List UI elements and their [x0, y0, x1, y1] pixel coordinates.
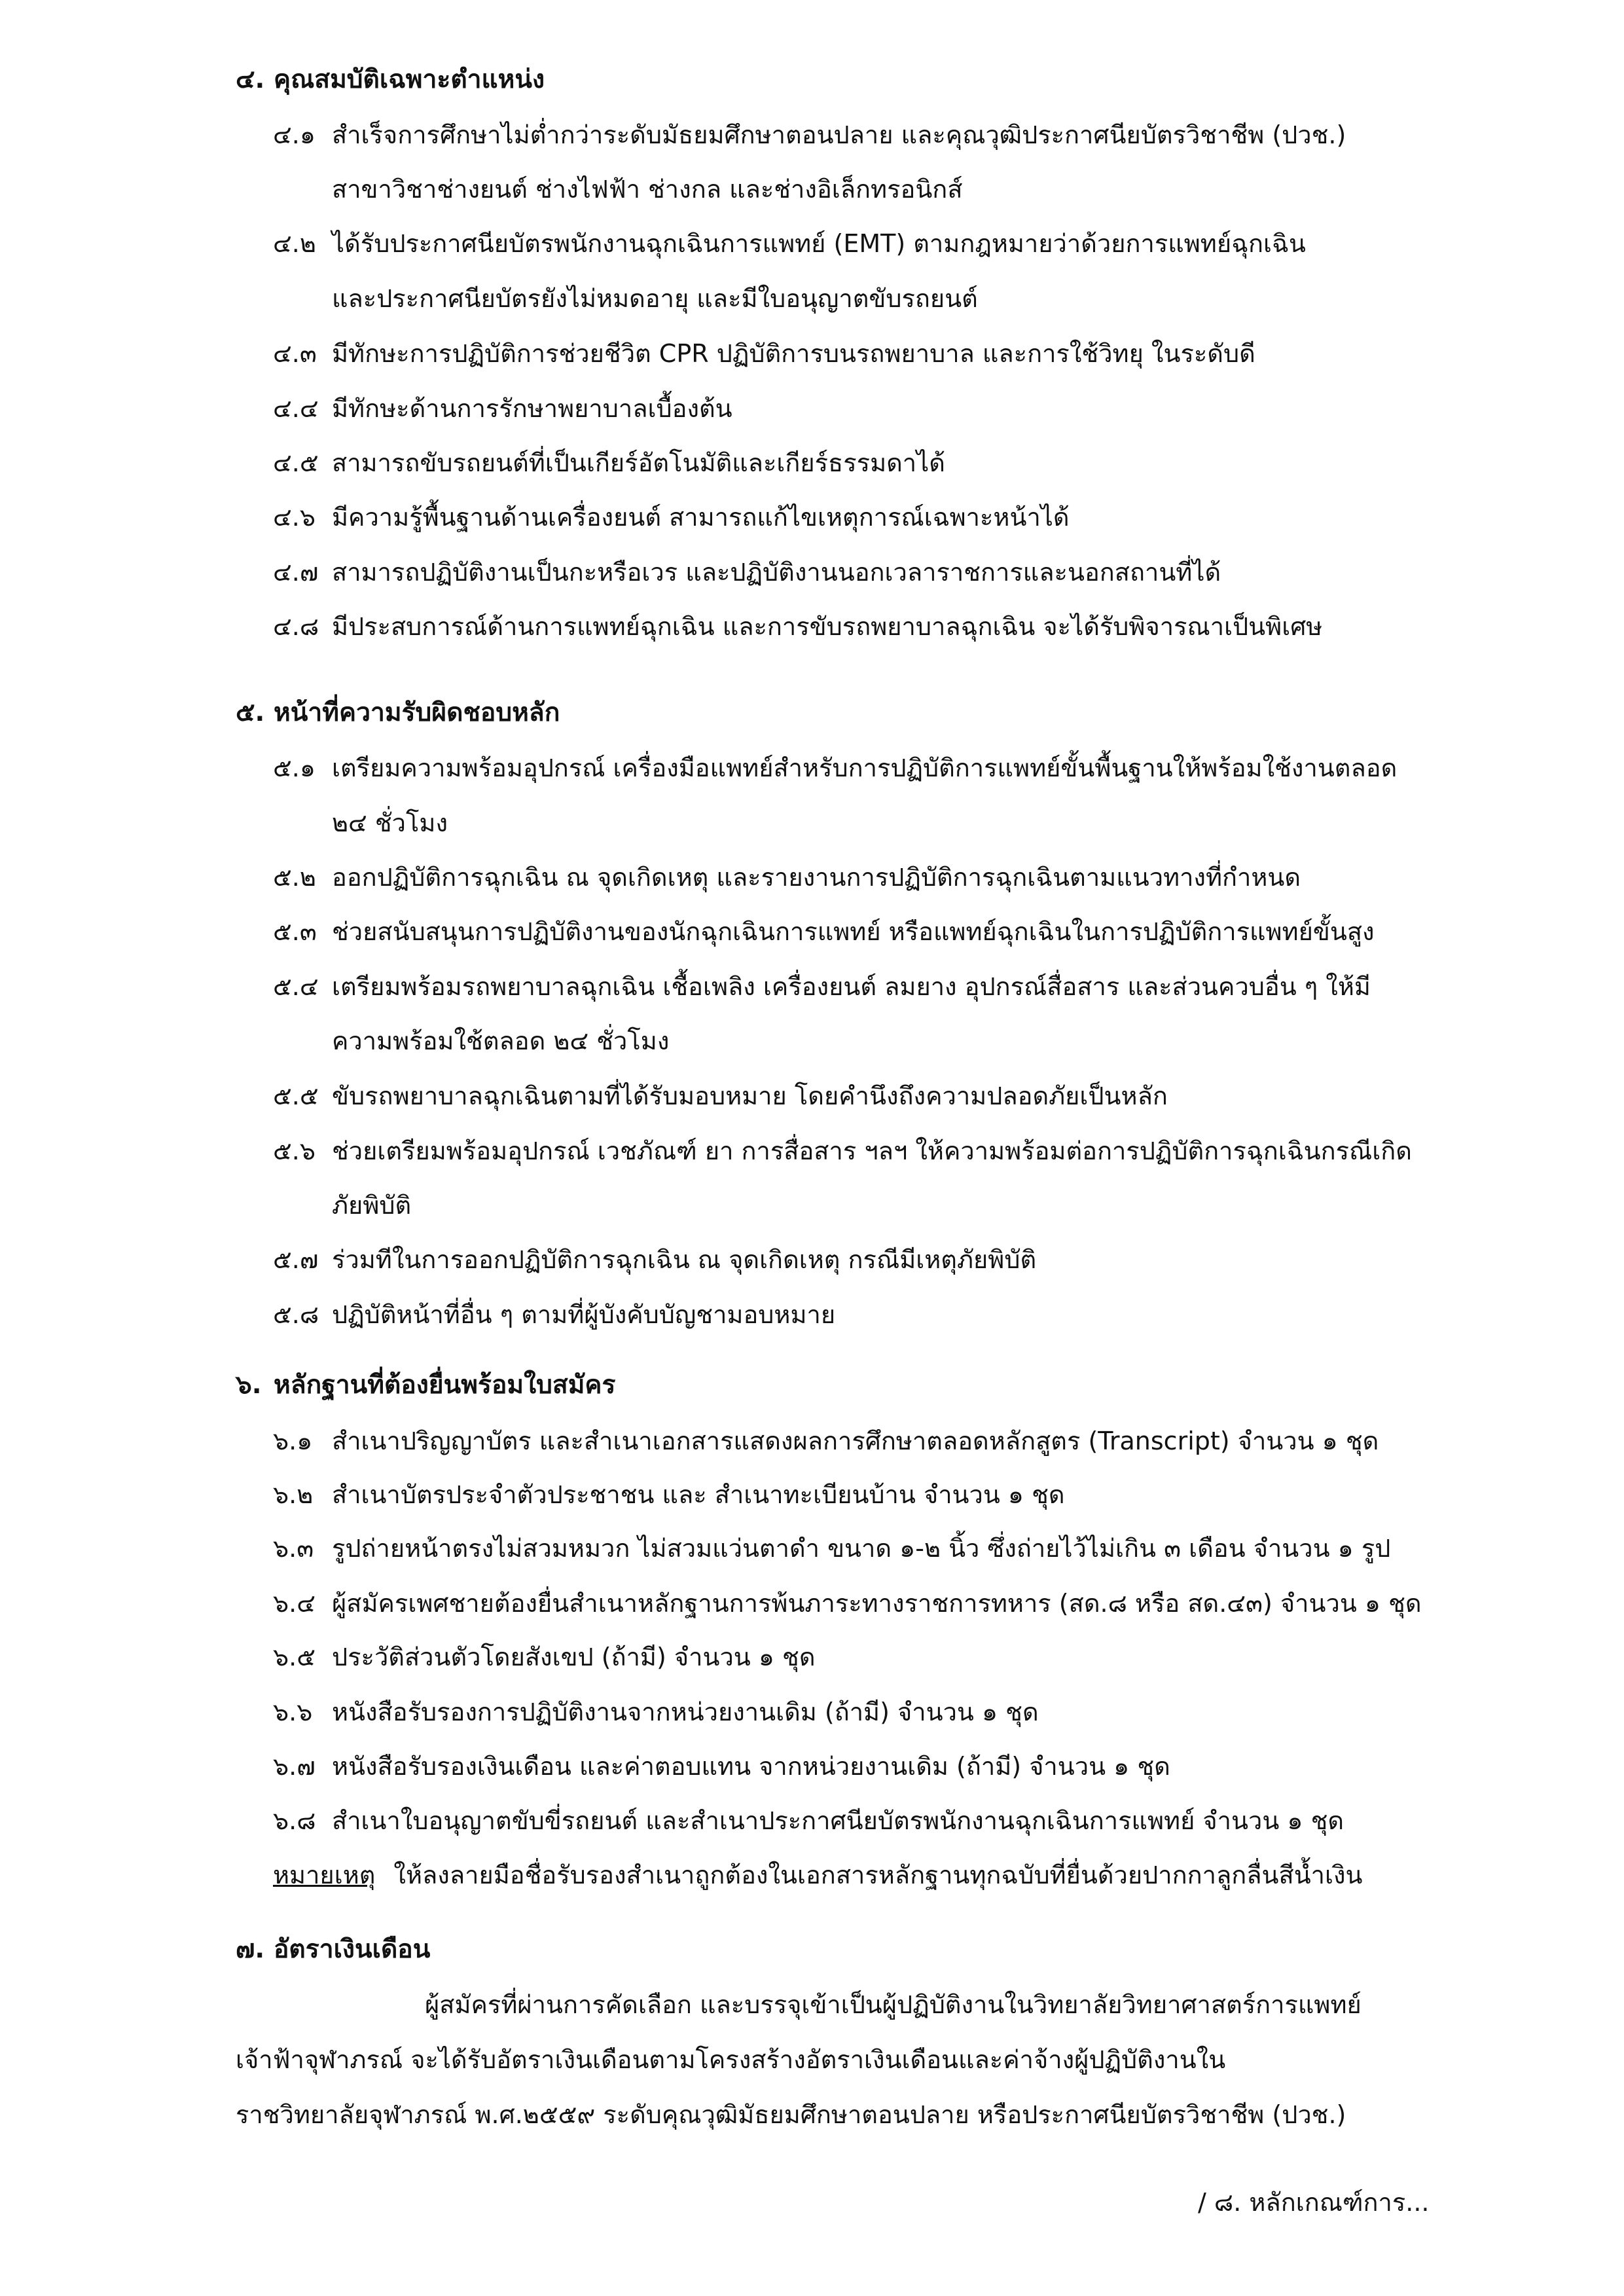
section-title: อัตราเงินเดือน: [274, 1935, 431, 1964]
list-item: ๕.๕ ขับรถพยาบาลฉุกเฉินตามที่ได้รับมอบหมาย โดยคำนึงถึงความปลอดภัยเป็นหลัก: [273, 1082, 1168, 1110]
list-item: ๕.๒ ออกปฏิบัติการฉุกเฉิน ณ จุดเกิดเหตุ และรายงานการปฏิบัติการฉุกเฉินตามแนวทางที่กำหนด: [273, 863, 1301, 892]
list-item: ๖.๓ รูปถ่ายหน้าตรงไม่สวมหมวก ไม่สวมแว่นตาดำ ขนาด ๑-๒ นิ้ว ซึ่งถ่ายไว้ไม่เกิน ๓ เดือน จำนวน ๑ รูป: [273, 1534, 1391, 1563]
list-item: ๔.๒ ได้รับประกาศนียบัตรพนักงานฉุกเฉินการแพทย์ (EMT) ตามกฎหมายว่าด้วยการแพทย์ฉุกเฉิน: [273, 229, 1306, 258]
list-item-continuation: ภัยพิบัติ: [332, 1191, 412, 1220]
note-text: ให้ลงลายมือชื่อรับรองสำเนาถูกต้องในเอกสารหลักฐานทุกฉบับที่ยื่นด้วยปากกาลูกลื่นสีน้ำเงิน: [393, 1861, 1363, 1889]
note-line: [273, 1858, 1363, 1892]
list-item: ๖.๑ สำเนาปริญญาบัตร และสำเนาเอกสารแสดงผลการศึกษาตลอดหลักสูตร (Transcript) จำนวน ๑ ชุด: [273, 1427, 1379, 1455]
section-number: ๕.: [236, 698, 265, 727]
list-item: ๕.๔ เตรียมพร้อมรถพยาบาลฉุกเฉิน เชื้อเพลิง เครื่องยนต์ ลมยาง อุปกรณ์สื่อสาร และส่วนควบอื่น ๆ ให้มี: [273, 972, 1371, 1001]
list-item: ๔.๕ สามารถขับรถยนต์ที่เป็นเกียร์อัตโนมัติและเกียร์ธรรมดาได้: [273, 448, 945, 477]
list-item: ๖.๒ สำเนาบัตรประจำตัวประชาชน และ สำเนาทะเบียนบ้าน จำนวน ๑ ชุด: [273, 1480, 1065, 1509]
list-item-continuation: สาขาวิชาช่างยนต์ ช่างไฟฟ้า ช่างกล และช่างอิเล็กทรอนิกส์: [332, 175, 963, 204]
list-item: ๖.๔ ผู้สมัครเพศชายต้องยื่นสำเนาหลักฐานการพ้นภาระทางราชการทหาร (สด.๘ หรือ สด.๔๓) จำนวน ๑ ชุด: [273, 1589, 1422, 1618]
paragraph-line: เจ้าฟ้าจุฬาภรณ์ จะได้รับอัตราเงินเดือนตามโครงสร้างอัตราเงินเดือนและค่าจ้างผู้ปฏิบัติงานใน: [236, 2045, 1226, 2074]
list-item-continuation: และประกาศนียบัตรยังไม่หมดอายุ และมีใบอนุญาตขับรถยนต์: [332, 284, 978, 313]
list-item: ๖.๖ หนังสือรับรองการปฏิบัติงานจากหน่วยงานเดิม (ถ้ามี) จำนวน ๑ ชุด: [273, 1698, 1039, 1726]
section-title: หน้าที่ความรับผิดชอบหลัก: [274, 698, 560, 727]
list-item: ๖.๗ หนังสือรับรองเงินเดือน และค่าตอบแทน จากหน่วยงานเดิม (ถ้ามี) จำนวน ๑ ชุด: [273, 1752, 1170, 1781]
list-item-continuation: ความพร้อมใช้ตลอด ๒๔ ชั่วโมง: [332, 1027, 670, 1055]
list-item: ๕.๖ ช่วยเตรียมพร้อมอุปกรณ์ เวชภัณฑ์ ยา การสื่อสาร ฯลฯ ให้ความพร้อมต่อการปฏิบัติการฉุกเฉินกรณีเกิด: [273, 1137, 1412, 1165]
list-item: ๖.๘ สำเนาใบอนุญาตขับขี่รถยนต์ และสำเนาประกาศนียบัตรพนักงานฉุกเฉินการแพทย์ จำนวน ๑ ชุด: [273, 1806, 1344, 1835]
list-item: ๔.๖ มีความรู้พื้นฐานด้านเครื่องยนต์ สามารถแก้ไขเหตุการณ์เฉพาะหน้าได้: [273, 503, 1070, 532]
list-item: ๕.๓ ช่วยสนับสนุนการปฏิบัติงานของนักฉุกเฉินการแพทย์ หรือแพทย์ฉุกเฉินในการปฏิบัติการแพทย์ขั้นสูง: [273, 917, 1375, 946]
section-title: หลักฐานที่ต้องยื่นพร้อมใบสมัคร: [274, 1370, 616, 1400]
list-item: ๔.๑ สำเร็จการศึกษาไม่ต่ำกว่าระดับมัธยมศึกษาตอนปลาย และคุณวุฒิประกาศนียบัตรวิชาชีพ (ปวช.): [273, 120, 1346, 149]
section-number: ๖.: [236, 1370, 262, 1400]
list-item: ๖.๕ ประวัติส่วนตัวโดยสังเขป (ถ้ามี) จำนวน ๑ ชุด: [273, 1643, 816, 1671]
section-6-heading: [236, 1368, 615, 1402]
note-label: หมายเหตุ: [273, 1861, 376, 1889]
list-item: ๔.๔ มีทักษะด้านการรักษาพยาบาลเบื้องต้น: [273, 394, 732, 423]
list-item-continuation: ๒๔ ชั่วโมง: [332, 809, 448, 837]
list-item: ๔.๘ มีประสบการณ์ด้านการแพทย์ฉุกเฉิน และการขับรถพยาบาลฉุกเฉิน จะได้รับพิจารณาเป็นพิเศษ: [273, 612, 1323, 641]
page-continuation: / ๘. หลักเกณฑ์การ...: [1198, 2188, 1430, 2217]
section-number: ๗.: [236, 1935, 265, 1964]
list-item: ๕.๑ เตรียมความพร้อมอุปกรณ์ เครื่องมือแพทย์สำหรับการปฏิบัติการแพทย์ขั้นพื้นฐานให้พร้อมใช้งานตลอด: [273, 754, 1398, 782]
list-item: ๕.๘ ปฏิบัติหน้าที่อื่น ๆ ตามที่ผู้บังคับบัญชามอบหมาย: [273, 1300, 836, 1329]
section-5-heading: [236, 696, 560, 730]
section-7-heading: [236, 1933, 430, 1967]
paragraph-line: ผู้สมัครที่ผ่านการคัดเลือก และบรรจุเข้าเป็นผู้ปฏิบัติงานในวิทยาลัยวิทยาศาสตร์การแพทย์: [425, 1990, 1362, 2019]
section-title: คุณสมบัติเฉพาะตำแหน่ง: [274, 65, 545, 94]
list-item: ๕.๗ ร่วมทีในการออกปฏิบัติการฉุกเฉิน ณ จุดเกิดเหตุ กรณีมีเหตุภัยพิบัติ: [273, 1245, 1037, 1274]
list-item: ๔.๓ มีทักษะการปฏิบัติการช่วยชีวิต CPR ปฏิบัติการบนรถพยาบาล และการใช้วิทยุ ในระดับดี: [273, 339, 1255, 368]
paragraph-line: ราชวิทยาลัยจุฬาภรณ์ พ.ศ.๒๕๕๙ ระดับคุณวุฒิมัธยมศึกษาตอนปลาย หรือประกาศนียบัตรวิชาชีพ (ปวช.): [236, 2100, 1346, 2129]
section-number: ๔.: [236, 65, 265, 94]
section-4-heading: [236, 63, 545, 97]
list-item: ๔.๗ สามารถปฏิบัติงานเป็นกะหรือเวร และปฏิบัติงานนอกเวลาราชการและนอกสถานที่ได้: [273, 558, 1221, 587]
